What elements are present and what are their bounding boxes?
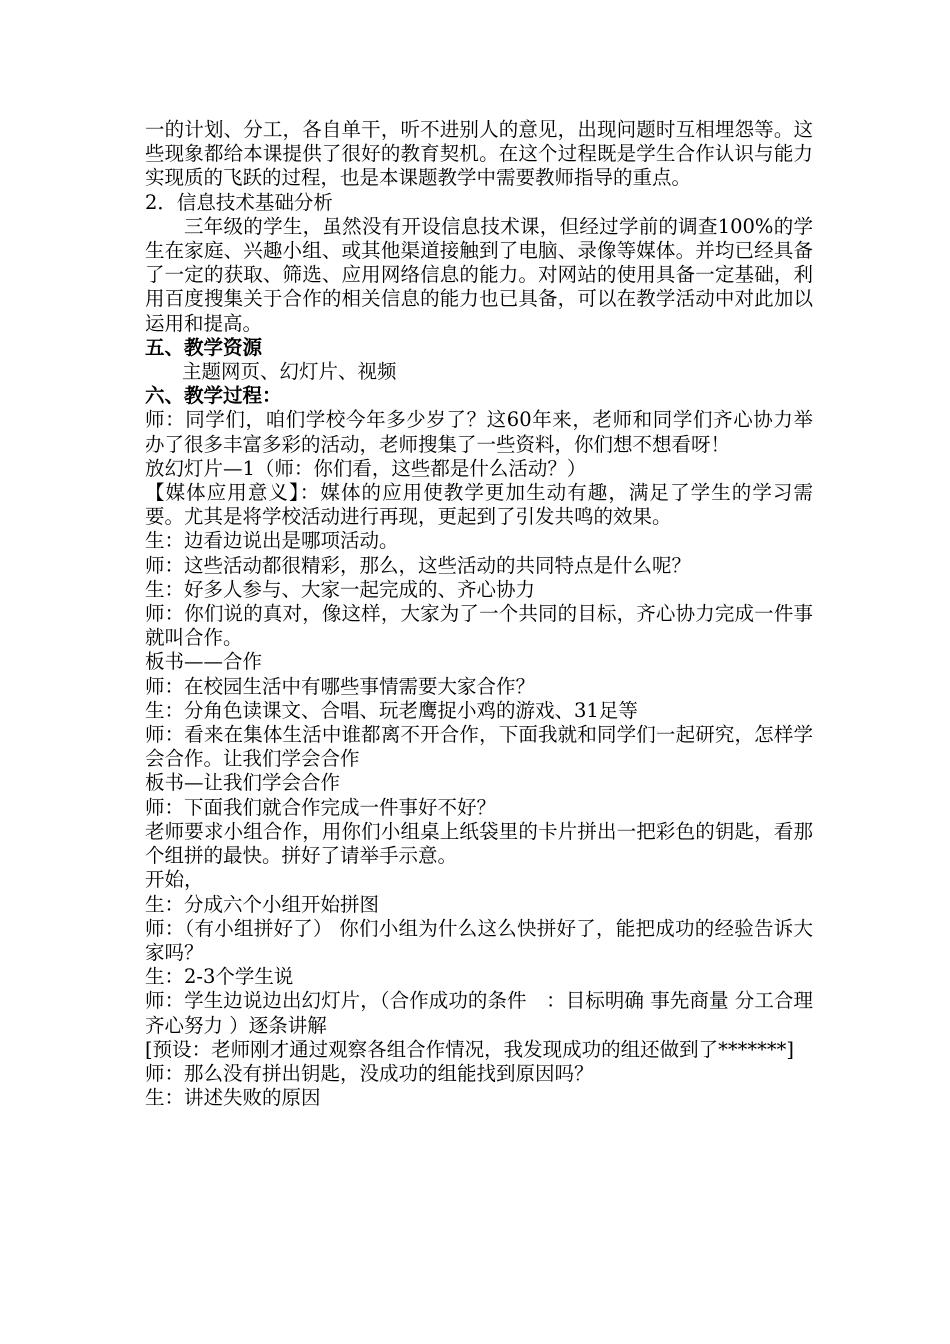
dialogue-line: 开始， [145, 868, 204, 892]
dialogue-line: 师：同学们，咱们学校今年多少岁了？这60年来，老师和同学们齐心协力举办了很多丰富多彩的活动，老师搜集了一些资料，你们想不想看呀！ [145, 408, 813, 456]
dialogue-line: 师：在校园生活中有哪些事情需要大家合作？ [145, 674, 536, 698]
dialogue-line: 生：分角色读课文、合唱、玩老鹰捉小鸡的游戏、31足等 [145, 698, 638, 722]
dialogue-line: 师：这些活动都很精彩，那么，这些活动的共同特点是什么呢？ [145, 553, 692, 577]
dialogue-line: 生：讲述失败的原因 [145, 1086, 321, 1110]
activity-instructions: 老师要求小组合作，用你们小组桌上纸袋里的卡片拼出一把彩色的钥匙，看那个组拼的最快。拼好了请举手示意。 [145, 819, 813, 868]
dialogue-line: 生：好多人参与、大家一起完成的、齐心协力 [145, 577, 536, 601]
heading-teaching-resources: 五、教学资源 [145, 335, 263, 359]
dialogue-line: 师：看来在集体生活中谁都离不开合作，下面我就和同学们一起研究，怎样学会合作。让我们学会合作 [145, 723, 813, 771]
paragraph-resources-list: 主题网页、幻灯片、视频 [182, 360, 397, 384]
paragraph-cooperation-problems: 一的计划、分工，各自单干，听不进别人的意见，出现问题时互相埋怨等。这些现象都给本课提供了很好的教育契机。在这个过程既是学生合作认识与能力实现质的飞跃的过程，也是本课题教学中需要教师指导的重点。 [145, 118, 813, 190]
document-page [145, 118, 813, 1110]
dialogue-line: 师：下面我们就合作完成一件事好不好？ [145, 795, 497, 819]
heading-teaching-process: 六、教学过程： [145, 384, 282, 408]
media-significance-note: 【媒体应用意义】：媒体的应用使教学更加生动有趣，满足了学生的学习需要。尤其是将学校活动进行再现，更起到了引发共鸣的效果。 [145, 481, 813, 529]
dialogue-line: 师：学生边说边出幻灯片，（合作成功的条件 ：目标明确 事先商量 分工合理 齐心努力 ）逐条讲解 [145, 989, 813, 1037]
dialogue-line: 师：你们说的真对，像这样，大家为了一个共同的目标，齐心协力完成一件事就叫合作。 [145, 602, 813, 650]
dialogue-line: 生：2-3个学生说 [145, 965, 294, 989]
dialogue-line: 生：分成六个小组开始拼图 [145, 892, 380, 916]
dialogue-line: 师：（有小组拼好了） 你们小组为什么这么快拼好了，能把成功的经验告诉大家吗？ [145, 916, 813, 964]
dialogue-line: 师：那么没有拼出钥匙，没成功的组能找到原因吗？ [145, 1061, 594, 1085]
paragraph-it-analysis: 三年级的学生，虽然没有开设信息技术课，但经过学前的调查100%的学生在家庭、兴趣小组、或其他渠道接触到了电脑、录像等媒体。并均已经具备了一定的获取、筛选、应用网络信息的能力。对网站的使用具备一定基础，利用百度搜集关于合作的相关信息的能力也已具备，可以在教学活动中对此加以运用和提高。 [145, 214, 813, 335]
preset-note: [预设：老师刚才通过观察各组合作情况，我发现成功的组还做到了*******] [145, 1037, 794, 1061]
dialogue-line: 放幻灯片—1（师：你们看，这些都是什么活动？） [145, 456, 587, 480]
blackboard-note: 板书——合作 [145, 650, 263, 674]
blackboard-note: 板书—让我们学会合作 [145, 771, 341, 795]
heading-it-foundation: 2．信息技术基础分析 [145, 190, 333, 214]
dialogue-line: 生：边看边说出是哪项活动。 [145, 529, 399, 553]
